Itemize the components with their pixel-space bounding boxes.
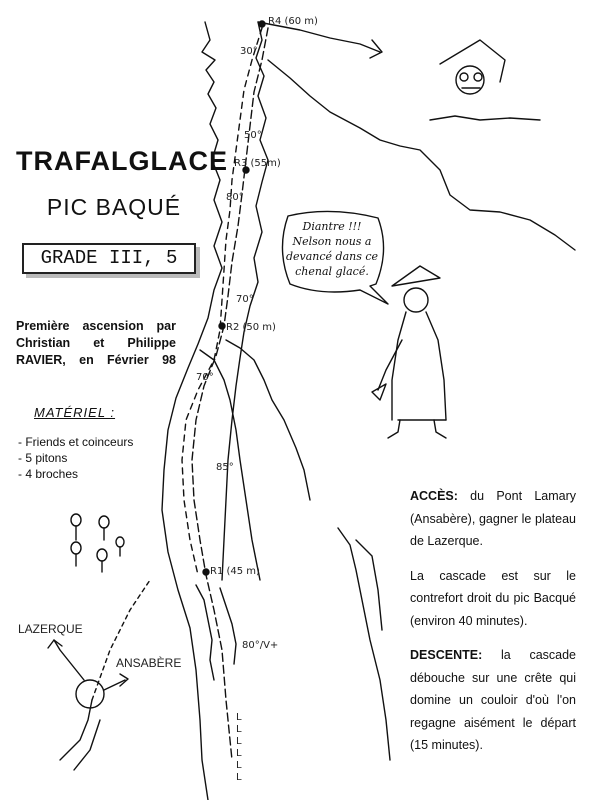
map-path-1	[60, 700, 92, 760]
belay-r1-label: R1 (45 m)	[210, 566, 260, 577]
descent-label: DESCENTE:	[410, 648, 483, 662]
angle-70-a-label: 70°	[236, 294, 254, 305]
tree-icons	[71, 514, 124, 572]
angle-70-b-label: 70°	[196, 372, 214, 383]
access-paragraph	[410, 485, 576, 553]
lower-right-rock-2	[356, 540, 382, 630]
angle-80-top-label: 80°	[226, 192, 244, 203]
angle-85-label: 85°	[216, 462, 234, 473]
route-title: TRAFALGLACE	[16, 146, 228, 176]
map-path-2	[74, 720, 100, 770]
access-text: du Pont Lamary (Ansabère), gagner le plateau de Lazerque.	[410, 489, 576, 548]
descent-paragraph	[410, 644, 576, 757]
ladder-marks: L L L L L L	[236, 712, 242, 783]
access-paragraph-2: La cascade est sur le contrefort droit du pic Bacqué (environ 40 minutes).	[410, 568, 576, 628]
materiel-list	[18, 434, 133, 482]
angle-30-label: 30°	[240, 46, 258, 57]
icefall-2	[220, 588, 236, 664]
belay-r4-label: R4 (60 m)	[268, 16, 318, 27]
first-ascent-text: Première ascension par Christian et Philippe RAVIER, en Février 98	[16, 319, 176, 367]
angle-80-v-label: 80°/V+	[242, 640, 279, 651]
lower-right-rock	[338, 528, 390, 760]
access-label: ACCÈS:	[410, 489, 458, 503]
materiel-item: - Friends et coinceurs	[18, 435, 134, 449]
left-rock-edge	[162, 22, 222, 800]
materiel-heading: MATÉRIEL :	[34, 405, 116, 420]
angle-50-label: 50°	[244, 130, 262, 141]
materiel-item: - 5 pitons	[18, 451, 68, 465]
explorer-figure	[372, 266, 446, 438]
access-descent-block	[410, 485, 576, 769]
pirate-figure	[440, 40, 505, 94]
map-label-ansabere: ANSABÈRE	[116, 656, 182, 670]
belay-r2-label: R2 (50 m)	[226, 322, 276, 333]
descent-text: la cascade débouche sur une crête qui domine un couloir d'où l'on regagne aisément le départ (15 minutes).	[410, 648, 576, 752]
right-cliff-2	[430, 116, 540, 120]
map-arrow-lazerque	[54, 640, 84, 680]
grade-box: GRADE III, 5	[22, 243, 196, 274]
speech-bubble-text: Diantre !!! Nelson nous a devancé dans ce chenal glacé.	[285, 220, 379, 278]
map-junction	[76, 680, 104, 708]
peak-name: PIC BAQUÉ	[46, 194, 182, 220]
materiel-item: - 4 broches	[18, 467, 79, 481]
belay-r3-label: R3 (55m)	[234, 158, 281, 169]
map-label-lazerque: LAZERQUE	[18, 622, 83, 636]
